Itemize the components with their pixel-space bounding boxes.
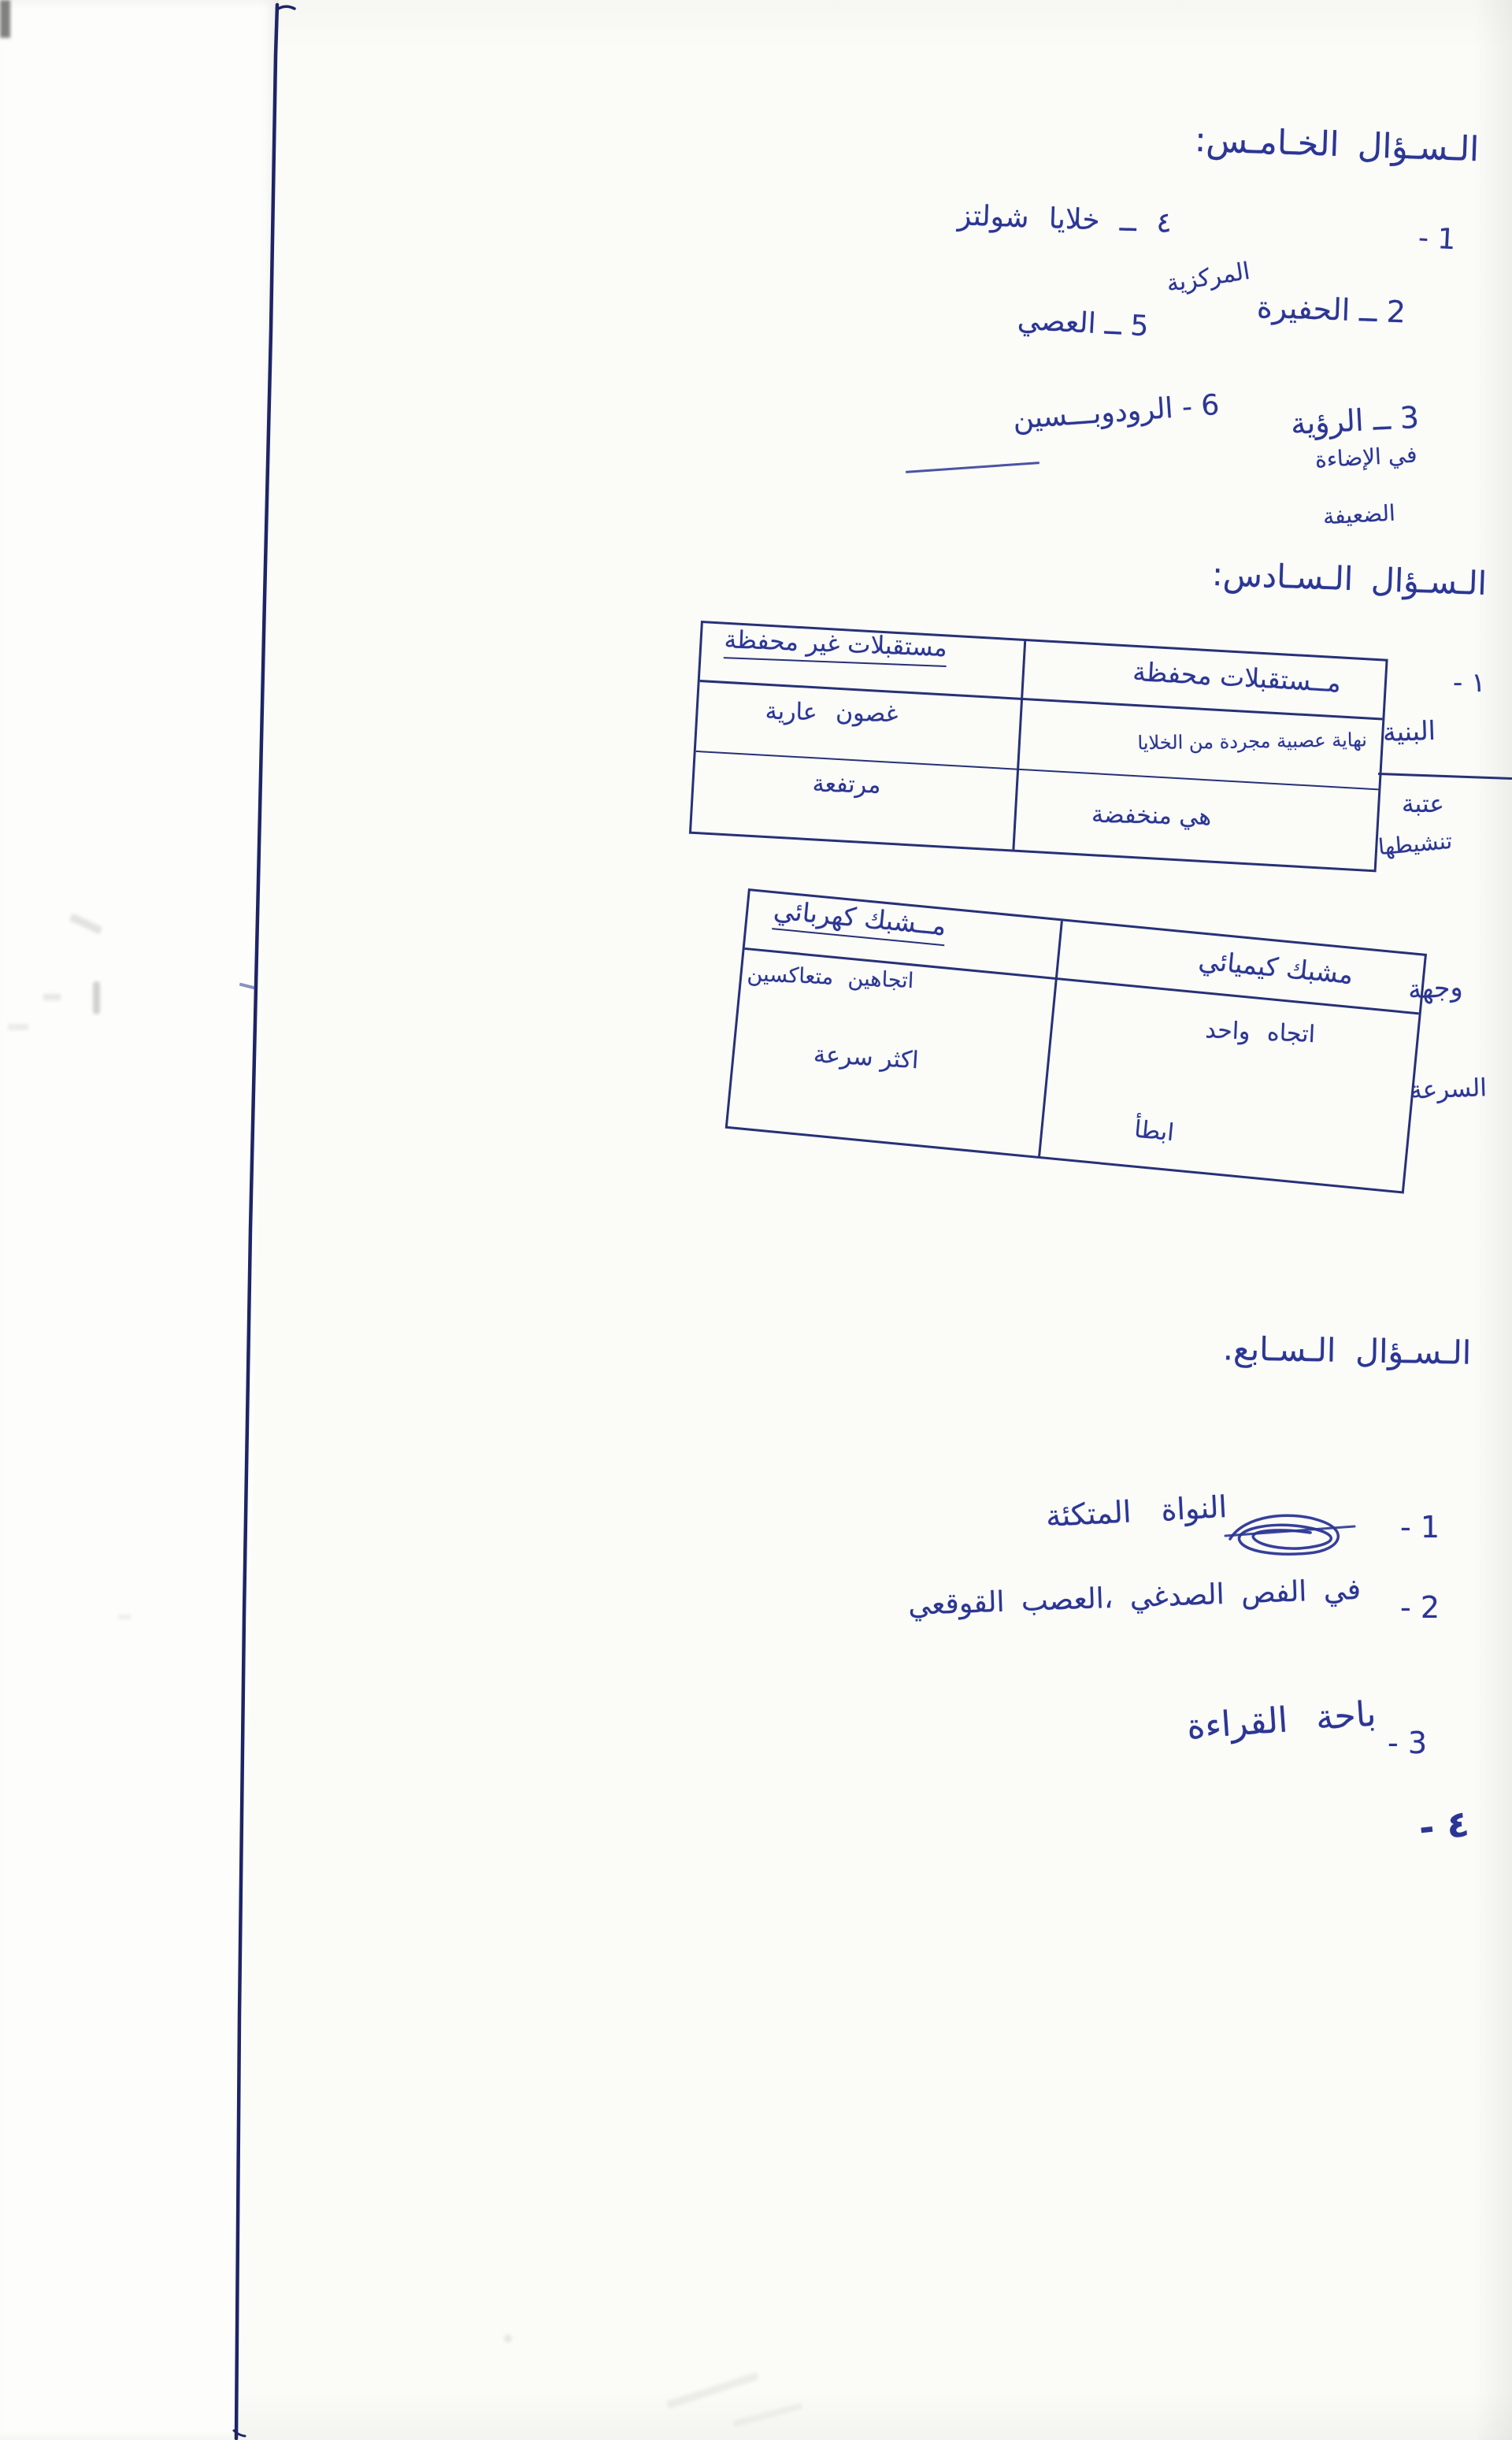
- receptors-table: [689, 621, 1388, 872]
- question5-heading: الـسـؤال الخـامـس:: [1194, 120, 1480, 170]
- receptors-row2-label-line1: عتبة: [1402, 790, 1444, 818]
- smudge-mark: [504, 2334, 512, 2342]
- receptors-row2-encapsulated-cell: هي منخفضة: [1091, 800, 1212, 831]
- q5-item1-marker: 1 -: [1417, 221, 1457, 257]
- synapses-header-chemical: مشبك كيميائي: [1197, 944, 1354, 991]
- synapses-header-electrical-text: مــشبك كهربائي: [772, 894, 947, 946]
- receptors-row2-label-line2: تنشيطها: [1377, 827, 1454, 861]
- q5-item3-pair: 6 - الرودوبـــسين: [1011, 388, 1221, 436]
- synapses-row1-electrical-cell: اتجاهين متعاكسين: [747, 961, 914, 994]
- crossed-out-word-scribble: [1222, 1506, 1360, 1565]
- synapses-row1-label: وجهة: [1407, 971, 1464, 1005]
- q7-item3-marker: 3 -: [1388, 1726, 1427, 1760]
- q5-item3-note1: في الإضاءة: [1314, 441, 1418, 473]
- q7-item3-text: باحة القراءة: [1185, 1693, 1378, 1748]
- receptors-header-non-encapsulated: [724, 626, 947, 662]
- q7-item2-marker: 2 -: [1400, 1590, 1440, 1625]
- synapses-row2-electrical-cell: اكثر سرعة: [813, 1040, 920, 1075]
- q7-item4-marker: ٤ -: [1417, 1801, 1471, 1850]
- smudge-mark: [118, 1615, 131, 1619]
- receptors-header-encapsulated: مــستقبلات محفظة: [1132, 655, 1342, 699]
- pencil-mark: [93, 981, 100, 1014]
- receptors-table-row-divider: [696, 751, 1379, 790]
- q5-item3-marker: 3 ــ الرؤية: [1289, 399, 1420, 442]
- smudge-mark: [43, 994, 61, 1000]
- q5-item1-answer: ٤ ــ خلايا شولتز: [957, 199, 1173, 239]
- receptors-header-non-encapsulated-text: مستقبلات غير محفظة: [724, 625, 947, 667]
- q5-item2-pair: 5 ــ العصي: [1016, 303, 1149, 343]
- q7-item2-text: في الفص الصدغي ،العصب القوقعي: [907, 1573, 1362, 1622]
- question7-heading: الـسـؤال الـسـابع.: [1222, 1329, 1472, 1372]
- synapses-row2-chemical-cell: ابطأ: [1132, 1115, 1176, 1148]
- receptors-row1-non-encapsulated-cell: غصون عارية: [765, 697, 899, 729]
- receptors-table-column-divider: [1012, 641, 1026, 850]
- q5-item2-marker: 2 ــ الحفيرة: [1256, 289, 1406, 330]
- question6-heading: الـسـؤال الـسـادس:: [1211, 554, 1488, 603]
- q7-item1-marker: 1 -: [1400, 1510, 1440, 1544]
- receptors-row1-label: البنية: [1382, 714, 1436, 748]
- synapses-row2-label: السرعة: [1409, 1074, 1488, 1105]
- receptors-row2-non-encapsulated-cell: مرتفعة: [812, 769, 881, 799]
- synapses-table-column-divider: [1038, 921, 1063, 1156]
- receptors-row1-encapsulated-cell: نهاية عصبية مجردة من الخلايا: [1136, 729, 1367, 755]
- synapses-row1-chemical-cell: اتجاه واحد: [1205, 1016, 1317, 1049]
- q7-item1-text: النواة المتكئة: [1044, 1489, 1228, 1533]
- q5-item3-note2: الضعيفة: [1322, 499, 1396, 530]
- q5-item2-superscript: المركزية: [1165, 257, 1252, 299]
- receptors-table-item-marker: ١ -: [1453, 667, 1486, 699]
- smudge-mark: [8, 1024, 28, 1030]
- smudge-mark: [0, 0, 10, 38]
